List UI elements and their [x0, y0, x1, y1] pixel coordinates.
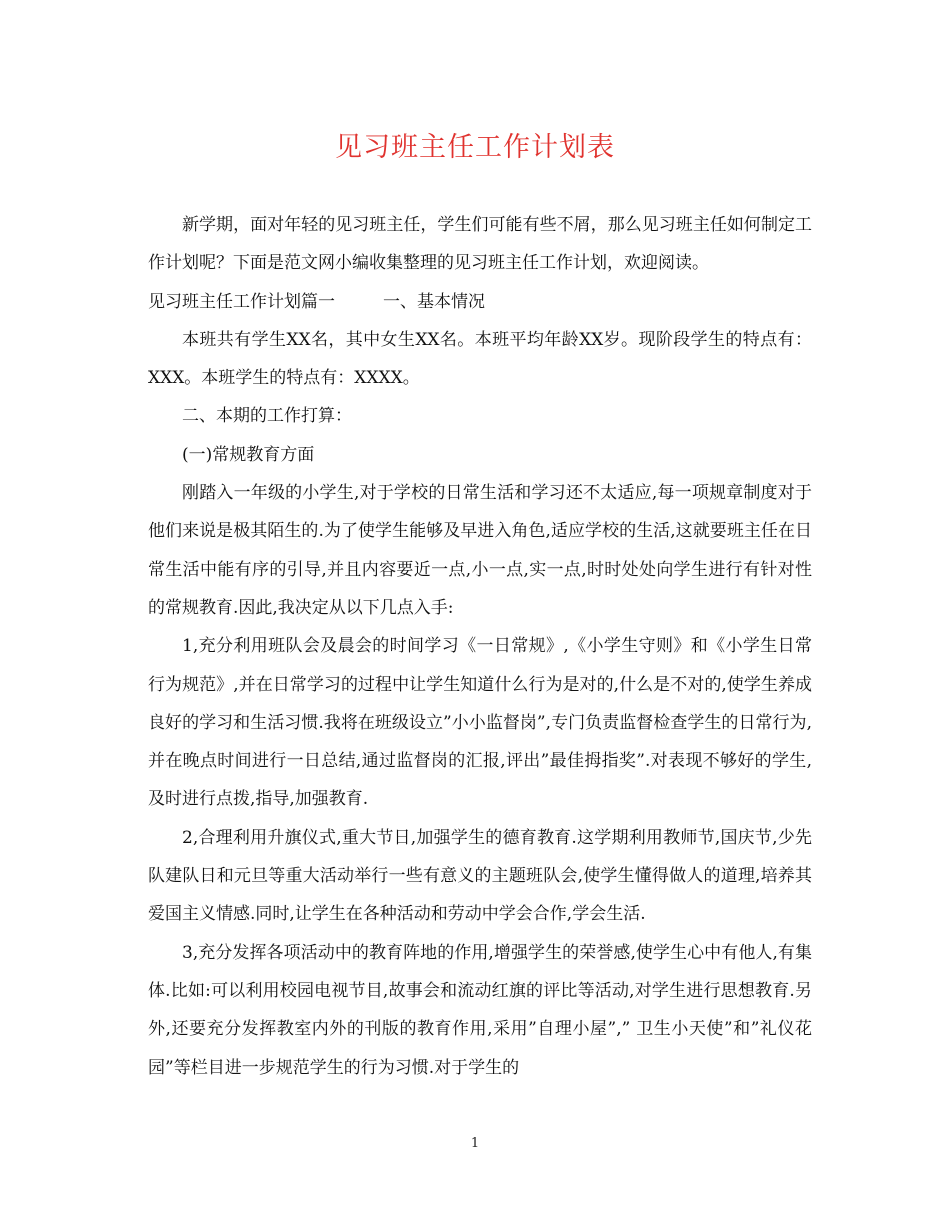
routine-paragraph: 刚踏入一年级的小学生,对于学校的日常生活和学习还不太适应,每一项规章制度对于他们来说是极其陌生的.为了使学生能够及早进入角色,适应学校的生活,这就要班主任在日常生活中能有序的引导,并且内容要近一点,小一点,实一点,时时处处向学生进行有针对性的常规教育.因此,我决定从以下几点入手:	[148, 483, 812, 618]
page-title: 见习班主任工作计划表	[335, 132, 615, 163]
plan-heading: 二、本期的工作打算：	[182, 406, 352, 427]
intro-paragraph: 新学期，面对年轻的见习班主任，学生们可能有些不屑，那么见习班主任如何制定工作计划呢？下面是范文网小编收集整理的见习班主任工作计划，欢迎阅读。	[148, 215, 812, 274]
page-number: 1	[470, 1136, 480, 1151]
routine-heading: (一)常规教育方面	[182, 444, 315, 465]
section-subheading: 一、基本情况	[383, 291, 485, 312]
point-3-paragraph: 3,充分发挥各项活动中的教育阵地的作用,增强学生的荣誉感,使学生心中有他人,有集体.比如:可以利用校园电视节目,故事会和流动红旗的评比等活动,对学生进行思想教育.另外,还要充分发挥教室内外的刊版的教育作用,采用”自理小屋”,” 卫生小天使”和”礼仪花园”等栏目进一步规范学生的行为习惯.对于学生的	[148, 942, 812, 1078]
document-body	[148, 206, 812, 1087]
basic-info-paragraph: 本班共有学生XX名，其中女生XX名。本班平均年龄XX岁。现阶段学生的特点有：XXX。本班学生的特点有：XXXX。	[148, 329, 812, 389]
section-heading-line	[148, 283, 812, 321]
point-2-paragraph: 2,合理利用升旗仪式,重大节日,加强学生的德育教育.这学期利用教师节,国庆节,少先队建队日和元旦等重大活动举行一些有意义的主题班队会,使学生懂得做人的道理,培养其爱国主义情感.同时,让学生在各种活动和劳动中学会合作,学会生活.	[148, 827, 812, 925]
point-1-paragraph: 1,充分利用班队会及晨会的时间学习《一日常规》,《小学生守则》和《小学生日常行为规范》,并在日常学习的过程中让学生知道什么行为是对的,什么是不对的,使学生养成良好的学习和生活习惯.我将在班级设立”小小监督岗”,专门负责监督检查学生的日常行为,并在晚点时间进行一日总结,通过监督岗的汇报,评出”最佳拇指奖”.对表现不够好的学生,及时进行点拨,指导,加强教育.	[148, 636, 812, 810]
section-heading: 见习班主任工作计划篇一	[148, 291, 335, 312]
